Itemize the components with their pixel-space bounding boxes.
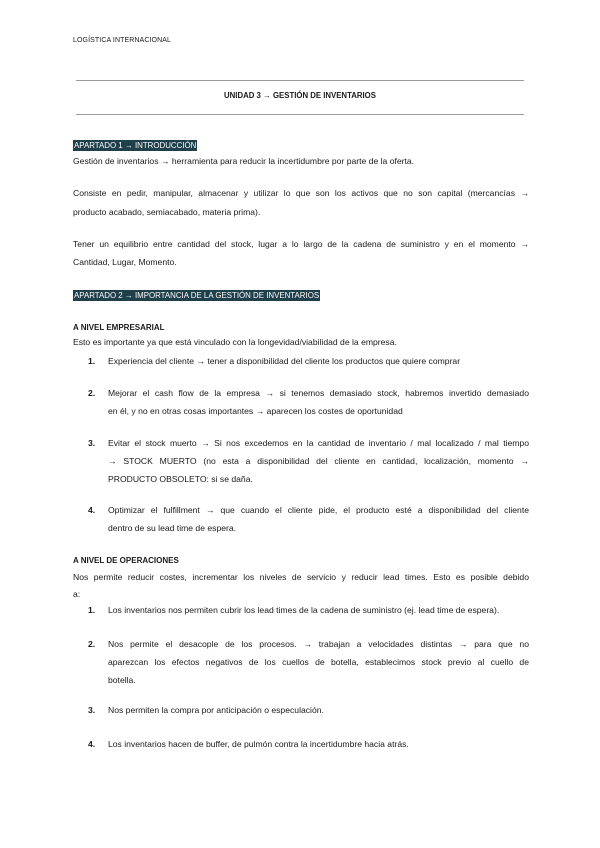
list-text-line: Experiencia del cliente → tener a disponibilidad del cliente los productos que quiere comprar [108, 356, 461, 366]
list-item [88, 353, 529, 369]
section1-paragraph2-line1: Consiste en pedir, manipular, almacenar y utilizar lo que son los activos que no son capital (mercancías → [73, 188, 529, 198]
section1-paragraph1: Gestión de inventarios → herramienta para reducir la incertidumbre por parte de la oferta. [73, 156, 415, 166]
operaciones-title: A NIVEL DE OPERACIONES [73, 556, 179, 565]
list-text-line: Mejorar el cash flow de la empresa → si tenemos demasiado stock, habremos invertido demasiado [108, 388, 529, 398]
section1-paragraph2-line2: producto acabado, semiacabado, materia prima). [73, 207, 261, 217]
list-item [88, 385, 529, 419]
list-text-line: Optimizar el fulfillment → que cuando el cliente pide, el producto esté a disponibilidad del cliente [108, 505, 529, 515]
section1-paragraph3-line2: Cantidad, Lugar, Momento. [73, 257, 177, 267]
list-number: 3. [88, 705, 96, 715]
unit-title: UNIDAD 3 → GESTIÓN DE INVENTARIOS [224, 91, 376, 100]
list-text-line: Nos permiten la compra por anticipación o especulación. [108, 705, 324, 715]
list-text-line: botella. [108, 675, 136, 685]
list-item [88, 602, 529, 618]
operaciones-intro-line2: a: [73, 589, 81, 599]
list-number: 2. [88, 639, 96, 649]
list-number: 1. [88, 605, 96, 615]
list-text-line: aparezcan los efectos negativos de los cuellos de botella, establecimos stock previo al cuello de [108, 657, 529, 667]
list-text-line: en él, y no en otras cosas importantes → aparecen los costes de oportunidad [108, 406, 403, 416]
section1-heading: APARTADO 1 → INTRODUCCIÓN [74, 141, 197, 150]
list-number: 1. [88, 356, 96, 366]
section1-paragraph3-line1: Tener un equilibrio entre cantidad del stock, lugar a lo largo de la cadena de suministro y en el momento → [73, 239, 529, 249]
operaciones-intro-line1: Nos permite reducir costes, incrementar los niveles de servicio y reducir lead times. Esto es posible debido [73, 572, 529, 582]
list-item [88, 636, 529, 688]
section2-heading-row [73, 287, 529, 304]
list-text-line: Los inventarios nos permiten cubrir los lead times de la cadena de suministro (ej. lead time de espera). [108, 605, 500, 615]
section1-heading-row [73, 137, 529, 154]
top-divider [76, 80, 524, 81]
list-item [88, 702, 529, 718]
list-item [88, 502, 529, 536]
list-text-line: Los inventarios hacen de buffer, de pulmón contra la incertidumbre hacia atrás. [108, 739, 409, 749]
list-number: 4. [88, 505, 96, 515]
empresarial-title: A NIVEL EMPRESARIAL [73, 323, 165, 332]
section2-heading: APARTADO 2 → IMPORTANCIA DE LA GESTIÓN DE INVENTARIOS [74, 291, 320, 300]
list-text-line: dentro de su lead time de espera. [108, 523, 237, 533]
running-header: LOGÍSTICA INTERNACIONAL [73, 37, 171, 44]
list-item [88, 736, 529, 752]
list-number: 3. [88, 438, 96, 448]
list-text-line: Evitar el stock muerto → Si nos excedemos en la cantidad de inventario / mal localizado / mal tiempo [108, 438, 529, 448]
list-item [88, 435, 529, 487]
empresarial-intro: Esto es importante ya que está vinculado con la longevidad/viabilidad de la empresa. [73, 337, 397, 347]
list-number: 4. [88, 739, 96, 749]
list-text-line: → STOCK MUERTO (no esta a disponibilidad del cliente en cantidad, localización, momento → [108, 456, 529, 466]
bottom-divider [76, 114, 524, 115]
list-text-line: Nos permite el desacople de los procesos. → trabajan a velocidades distintas → para que no [108, 639, 529, 649]
list-number: 2. [88, 388, 96, 398]
list-text-line: PRODUCTO OBSOLETO: si se daña. [108, 474, 253, 484]
